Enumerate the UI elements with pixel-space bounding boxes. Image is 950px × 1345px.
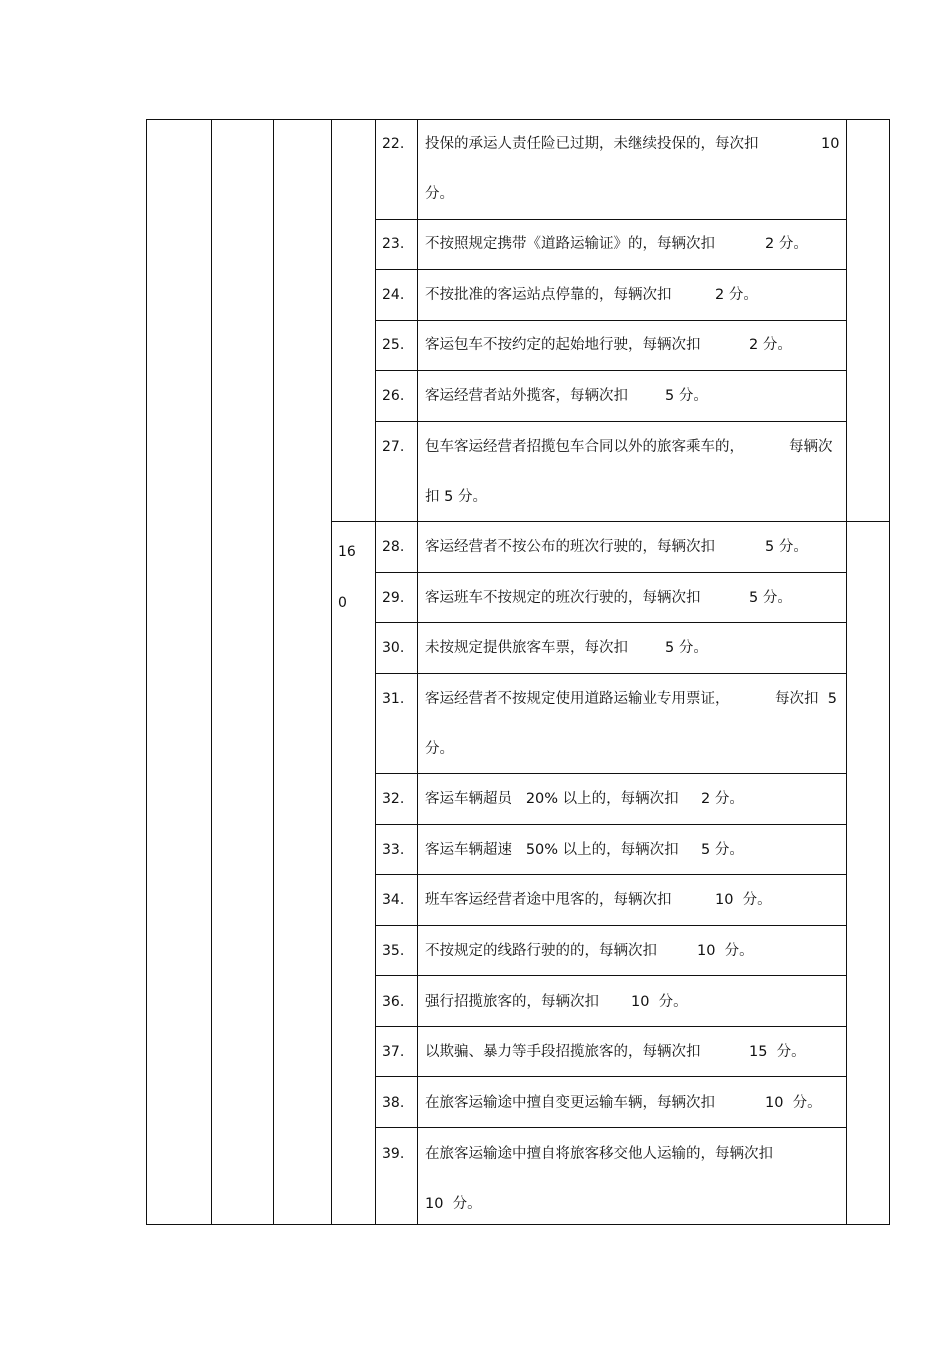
item-number: 24.	[382, 287, 405, 303]
item-text	[425, 638, 841, 658]
item-number: 38.	[382, 1095, 405, 1111]
item-text-line: 包车客运经营者招揽包车合同以外的旅客乘车的，	[425, 439, 744, 455]
item-number: 29.	[382, 590, 405, 606]
item-text	[425, 789, 841, 809]
score-value: 16	[338, 544, 356, 560]
item-text-cont: 扣 5 分。	[425, 489, 487, 505]
item-text-line: 未按规定提供旅客车票，每次扣	[425, 640, 628, 656]
item-text-line: 不按照规定携带《道路运输证》的，每辆次扣	[425, 236, 715, 252]
row-divider	[375, 1127, 846, 1128]
item-number: 30.	[382, 640, 405, 656]
item-text	[425, 437, 841, 457]
item-number: 39.	[382, 1146, 405, 1162]
item-text	[425, 992, 841, 1012]
item-deduction: 2 分。	[749, 337, 792, 353]
item-text-line: 客运班车不按规定的班次行驶的，每辆次扣	[425, 590, 701, 606]
item-number: 23.	[382, 236, 405, 252]
row-divider	[375, 773, 846, 774]
column-divider	[417, 119, 418, 1225]
row-divider	[375, 925, 846, 926]
item-text	[425, 840, 841, 860]
item-text-line: 客运经营者不按规定使用道路运输业专用票证，	[425, 691, 730, 707]
item-number: 25.	[382, 337, 405, 353]
item-text	[425, 890, 841, 910]
score-value-cont: 0	[338, 595, 347, 611]
item-text-line: 强行招揽旅客的，每辆次扣	[425, 994, 599, 1010]
item-text-line: 投保的承运人责任险已过期，未继续投保的，每次扣	[425, 136, 759, 152]
item-text	[425, 285, 841, 305]
item-deduction: 10 分。	[631, 994, 688, 1010]
item-text	[425, 689, 841, 709]
item-text-line: 客运包车不按约定的起始地行驶，每辆次扣	[425, 337, 701, 353]
item-number: 37.	[382, 1044, 405, 1060]
item-deduction: 10 分。	[715, 892, 772, 908]
item-text-line: 不按批准的客运站点停靠的，每辆次扣	[425, 287, 672, 303]
item-deduction: 5 分。	[701, 842, 744, 858]
item-text-line: 以欺骗、暴力等手段招揽旅客的，每辆次扣	[425, 1044, 701, 1060]
item-text-line: 客运车辆超员 20% 以上的，每辆次扣	[425, 791, 679, 807]
column-divider	[846, 119, 847, 1225]
item-text-line: 客运经营者站外揽客，每辆次扣	[425, 388, 628, 404]
item-deduction: 15 分。	[749, 1044, 806, 1060]
item-deduction: 每次扣 5	[775, 691, 837, 707]
item-deduction: 10 分。	[697, 943, 754, 959]
item-number: 36.	[382, 994, 405, 1010]
item-text	[425, 1144, 841, 1164]
item-number: 31.	[382, 691, 405, 707]
row-divider	[375, 975, 846, 976]
item-text-cont: 分。	[425, 186, 454, 202]
row-divider	[375, 269, 846, 270]
row-divider	[375, 421, 846, 422]
item-deduction: 10 分。	[765, 1095, 822, 1111]
item-text	[425, 537, 841, 557]
item-number: 22.	[382, 136, 405, 152]
column-divider	[375, 119, 376, 1225]
item-deduction: 2 分。	[701, 791, 744, 807]
row-divider	[375, 370, 846, 371]
item-text-line: 不按规定的线路行驶的的，每辆次扣	[425, 943, 657, 959]
item-number: 26.	[382, 388, 405, 404]
row-divider	[375, 1076, 846, 1077]
item-text	[425, 941, 841, 961]
item-text-cont: 10 分。	[425, 1196, 482, 1212]
item-text-line: 在旅客运输途中擅自变更运输车辆，每辆次扣	[425, 1095, 715, 1111]
item-deduction: 10	[821, 136, 840, 152]
item-deduction: 5 分。	[665, 640, 708, 656]
item-text	[425, 1042, 841, 1062]
item-deduction: 每辆次	[789, 439, 833, 455]
item-text	[425, 335, 841, 355]
item-text-line: 客运车辆超速 50% 以上的，每辆次扣	[425, 842, 679, 858]
item-number: 32.	[382, 791, 405, 807]
column-divider	[211, 119, 212, 1225]
column-divider	[331, 119, 332, 1225]
row-divider	[375, 572, 846, 573]
item-text-line: 客运经营者不按公布的班次行驶的，每辆次扣	[425, 539, 715, 555]
column-divider	[273, 119, 274, 1225]
item-deduction: 5 分。	[749, 590, 792, 606]
item-number: 27.	[382, 439, 405, 455]
row-divider	[375, 320, 846, 321]
item-deduction: 2 分。	[765, 236, 808, 252]
item-deduction: 5 分。	[665, 388, 708, 404]
item-text-line: 班车客运经营者途中甩客的，每辆次扣	[425, 892, 672, 908]
item-number: 28.	[382, 539, 405, 555]
item-text-line: 在旅客运输途中擅自将旅客移交他人运输的，每辆次扣	[425, 1146, 773, 1162]
row-divider	[375, 874, 846, 875]
item-text	[425, 234, 841, 254]
item-text	[425, 386, 841, 406]
row-divider	[375, 219, 846, 220]
item-text	[425, 588, 841, 608]
item-number: 34.	[382, 892, 405, 908]
item-deduction: 2 分。	[715, 287, 758, 303]
item-number: 35.	[382, 943, 405, 959]
item-text-cont: 分。	[425, 741, 454, 757]
row-divider	[375, 622, 846, 623]
item-deduction: 5 分。	[765, 539, 808, 555]
row-divider	[375, 824, 846, 825]
row-divider	[375, 1026, 846, 1027]
row-divider	[375, 673, 846, 674]
group-divider	[331, 521, 890, 522]
item-number: 33.	[382, 842, 405, 858]
item-text	[425, 134, 841, 154]
item-text	[425, 1093, 841, 1113]
